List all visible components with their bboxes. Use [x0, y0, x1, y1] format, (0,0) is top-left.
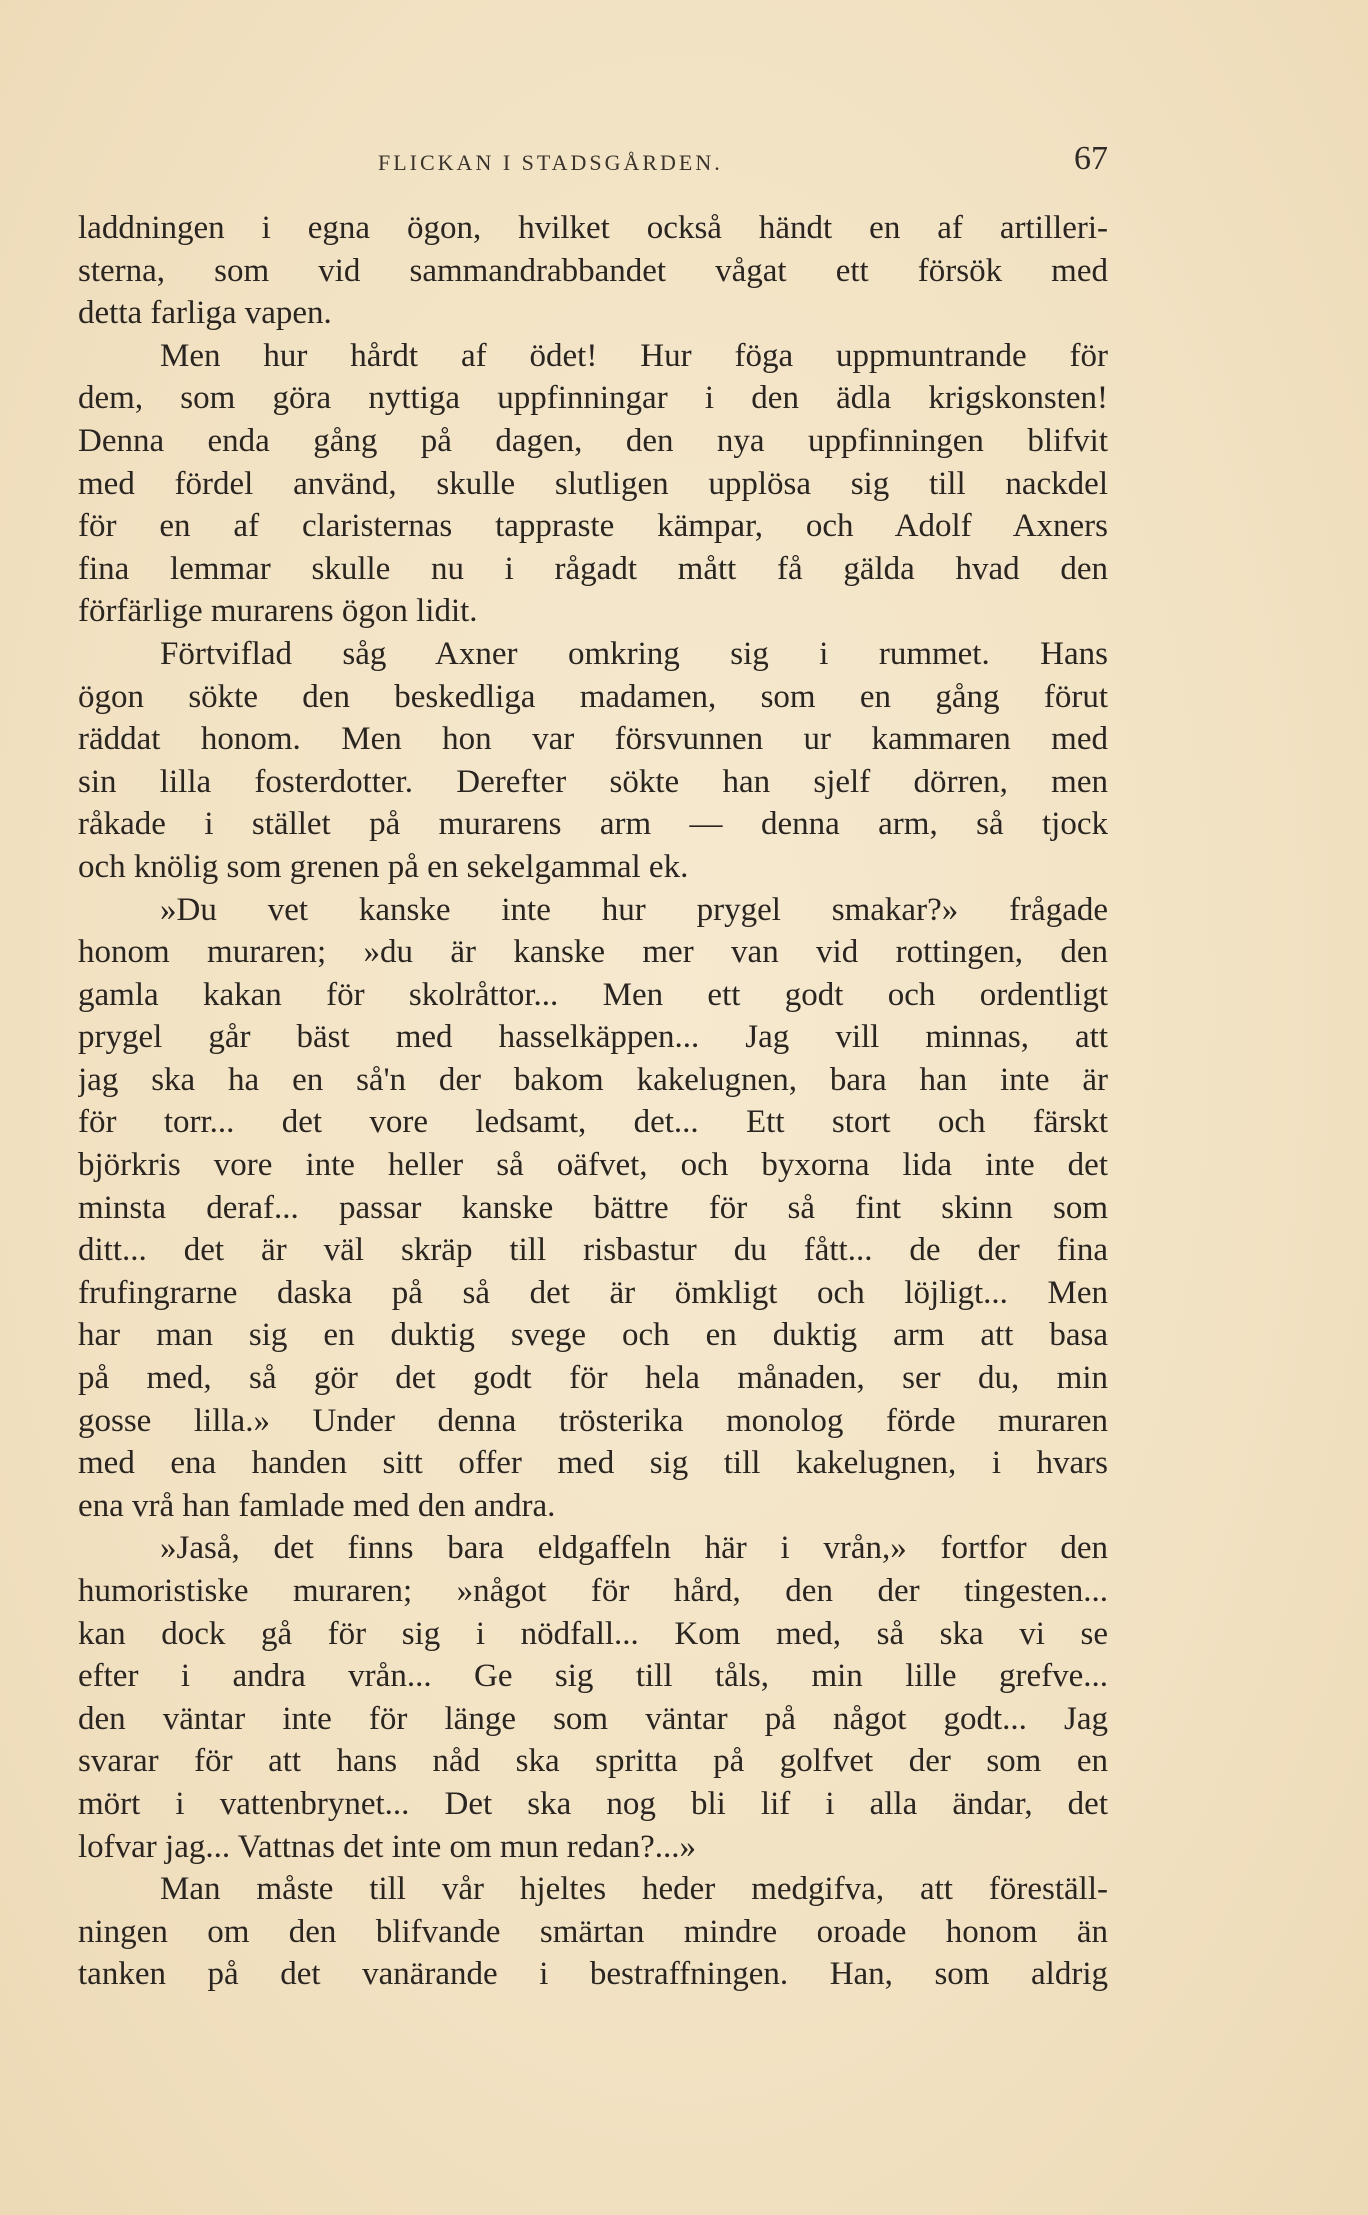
text-line: på med, så gör det godt för hela månaden, ser du, min [78, 1360, 1108, 1397]
text-line: med fördel använd, skulle slutligen upplösa sig till nackdel [78, 465, 1108, 502]
text-line: svarar för att hans nåd ska spritta på golfvet der som en [78, 1743, 1108, 1780]
text-line: räddat honom. Men hon var försvunnen ur kammaren med [78, 721, 1108, 758]
text-line: fina lemmar skulle nu i rågadt mått få gälda hvad den [78, 550, 1108, 587]
text-line: ögon sökte den beskedliga madamen, som en gång förut [78, 678, 1108, 715]
text-line: frufingrarne daska på så det är ömkligt och löjligt... Men [78, 1274, 1108, 1311]
text-line: kan dock gå för sig i nödfall... Kom med, så ska vi se [78, 1615, 1108, 1652]
text-line: efter i andra vrån... Ge sig till tåls, min lille grefve... [78, 1658, 1108, 1695]
text-line: Man måste till vår hjeltes heder medgifva, att föreställ- [160, 1871, 1108, 1908]
text-line: tanken på det vanärande i bestraffningen. Han, som aldrig [78, 1956, 1108, 1993]
text-line: har man sig en duktig svege och en duktig arm att basa [78, 1317, 1108, 1354]
text-line: Men hur hårdt af ödet! Hur föga uppmuntrande för [160, 337, 1108, 374]
body-text [78, 207, 1108, 1996]
text-line: mört i vattenbrynet... Det ska nog bli lif i alla ändar, det [78, 1785, 1108, 1822]
text-line: björkris vore inte heller så oäfvet, och byxorna lida inte det [78, 1147, 1108, 1184]
text-line: och knölig som grenen på en sekelgammal ek. [78, 848, 689, 885]
text-line: jag ska ha en så'n der bakom kakelugnen, bara han inte är [78, 1061, 1108, 1098]
text-line: »Du vet kanske inte hur prygel smakar?» frågade [160, 891, 1108, 928]
text-line: ditt... det är väl skräp till risbastur du fått... de der fina [78, 1232, 1108, 1269]
text-line: dem, som göra nyttiga uppfinningar i den ädla krigskonsten! [78, 380, 1108, 417]
text-line: för en af claristernas tappraste kämpar, och Adolf Axners [78, 508, 1108, 545]
page-number: 67 [1074, 140, 1108, 177]
text-line: ena vrå han famlade med den andra. [78, 1487, 556, 1524]
text-line: sin lilla fosterdotter. Derefter sökte han sjelf dörren, men [78, 763, 1108, 800]
text-line: humoristiske muraren; »något för hård, den der tingesten... [78, 1573, 1108, 1609]
text-line: råkade i stället på murarens arm — denna arm, så tjock [78, 806, 1108, 843]
text-line: Förtviflad såg Axner omkring sig i rummet. Hans [160, 635, 1108, 672]
text-line: Denna enda gång på dagen, den nya uppfinningen blifvit [78, 422, 1108, 459]
text-line: prygel går bäst med hasselkäppen... Jag vill minnas, att [78, 1019, 1108, 1056]
text-line: ningen om den blifvande smärtan mindre oroade honom än [78, 1913, 1108, 1950]
text-line: för torr... det vore ledsamt, det... Ett stort och färskt [78, 1104, 1108, 1141]
text-line: med ena handen sitt offer med sig till kakelugnen, i hvars [78, 1445, 1108, 1482]
running-title: FLICKAN I STADSGÅRDEN. [378, 150, 723, 175]
text-line: gosse lilla.» Under denna trösterika monolog förde muraren [78, 1402, 1108, 1439]
text-line: minsta deraf... passar kanske bättre för så fint skinn som [78, 1189, 1108, 1226]
text-line: detta farliga vapen. [78, 295, 332, 332]
text-line: lofvar jag... Vattnas det inte om mun redan?...» [78, 1828, 696, 1865]
text-line: gamla kakan för skolråttor... Men ett godt och ordentligt [78, 976, 1108, 1013]
text-line: laddningen i egna ögon, hvilket också händt en af artilleri- [78, 210, 1108, 246]
text-line: förfärlige murarens ögon lidit. [78, 593, 478, 630]
text-line: »Jaså, det finns bara eldgaffeln här i vrån,» fortfor den [160, 1530, 1108, 1567]
text-line: honom muraren; »du är kanske mer van vid rottingen, den [78, 934, 1108, 971]
text-line: sterna, som vid sammandrabbandet vågat ett försök med [78, 252, 1108, 289]
page-header [78, 140, 1108, 180]
text-line: den väntar inte för länge som väntar på något godt... Jag [78, 1700, 1108, 1737]
